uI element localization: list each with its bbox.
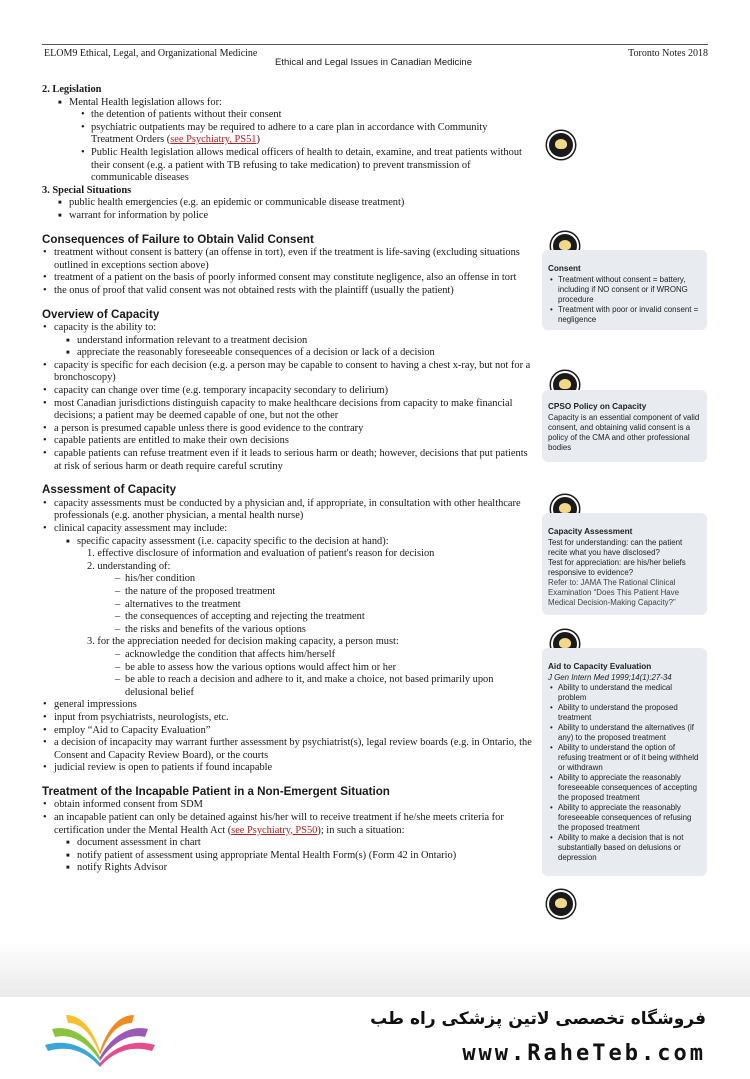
list-item: – alternatives to the treatment [115, 599, 532, 612]
list-item: – the risks and benefits of the various options [115, 624, 532, 637]
list-item: ■ understand information relevant to a treatment decision [66, 335, 532, 348]
aid-capacity-box [542, 648, 707, 876]
running-header [42, 44, 708, 67]
cpso-box-text: Capacity is an essential component of valid consent, and obtaining valid consent is a policy of the CMA and other professional bodies [548, 413, 700, 452]
brain-icon [547, 131, 575, 159]
list-item: • Treatment without consent = battery, including if NO consent or if WRONG procedure [548, 275, 701, 305]
list-item: • employ “Aid to Capacity Evaluation” [42, 725, 532, 738]
list-item: • the onus of proof that valid consent was not obtained rests with the plaintiff (usually the patient) [42, 285, 532, 298]
list-item: – the consequences of accepting and rejecting the treatment [115, 611, 532, 624]
list-item: ■ specific capacity assessment (i.e. capacity specific to the decision at hand): 1. effective disclosure of information and evaluation of patient's reason for decision 2. understanding of: – his/her condition – the nature of the proposed treatment – alternatives to the treatment – the consequences of accepting and rejecting the treatment – the risks and benefits of the various options 3. for the appreciation needed for decision making capacity, a person must: – acknowledge the condition that affects him/herself – be able to assess how the various options would affect him or her – be able to reach a decision and adhere to it, and make a choice, not based primarily upon delusional belief [66, 536, 532, 700]
main-column [42, 84, 532, 875]
consequences-list [42, 247, 532, 297]
cpso-box-title: CPSO Policy on Capacity [548, 402, 647, 411]
consent-box-list [548, 275, 701, 325]
overview-heading: Overview of Capacity [42, 307, 160, 321]
step-1: 1. effective disclosure of information and evaluation of patient's reason for decision [87, 548, 435, 560]
list-item: • Ability to understand the proposed treatment [548, 703, 701, 723]
bottom-fade [0, 940, 750, 1000]
step-2-list [115, 573, 532, 636]
list-item: • Treatment with poor or invalid consent = negligence [548, 305, 701, 325]
list-item: – the nature of the proposed treatment [115, 586, 532, 599]
list-item: • input from psychiatrists, neurologists, etc. [42, 712, 532, 725]
website-address[interactable]: www.RaheTeb.com [462, 1041, 706, 1066]
numbered-steps [87, 548, 532, 699]
list-item: • most Canadian jurisdictions distinguish capacity to make healthcare decisions from capacity to make financial decisions; a patient may be deemed capable of one, but not the other [42, 398, 532, 423]
list-item: – acknowledge the condition that affects him/herself [115, 649, 532, 662]
book-logo-icon [40, 1005, 160, 1071]
overview-list [42, 322, 532, 473]
list-item: – be able to reach a decision and adhere to it, and make a choice, not based primarily upon delusional belief [115, 674, 532, 699]
shop-name: فروشگاه تخصصی لاتین پزشکی راه طب [370, 1009, 706, 1029]
list-item: • judicial review is open to patients if found incapable [42, 762, 532, 775]
list-item: • capable patients can refuse treatment even if it leads to serious harm or death; however, decisions that put patients at risk of serious harm or death require careful scrutiny [42, 448, 532, 473]
psychiatry-ps51-link[interactable]: see Psychiatry, PS51 [170, 134, 257, 146]
list-item: ■ Mental Health legislation allows for: • the detention of patients without their consent • psychiatric outpatients may be required to adhere to a care plan in accordance with Community Treatment Orders (see Psychiatry, PS51) • Public Health legislation allows medical officers of health to detain, examine, and treat patients without their consent (e.g. a patient with TB refusing to take medication) to prevent transmission of communicable diseases [58, 97, 532, 185]
list-item: • a person is presumed capable unless there is good evidence to the contrary [42, 423, 532, 436]
incapable-sublist [66, 837, 532, 875]
assessment-sublist [66, 536, 532, 700]
list-item: • Ability to understand the option of refusing treatment or of it being withheld or withdrawn [548, 743, 701, 773]
list-item: • Public Health legislation allows medical officers of health to detain, examine, and treat patients without their consent (e.g. a patient with TB refusing to take medication) to prevent transmission of communicable diseases [81, 147, 532, 185]
incapable-list [42, 799, 532, 875]
list-item: • psychiatric outpatients may be required to adhere to a care plan in accordance with Community Treatment Orders (see Psychiatry, PS51) [81, 122, 532, 147]
list-item: • capacity is the ability to: ■ understand information relevant to a treatment decision ■ appreciate the reasonably foreseeable consequences of a decision or lack of a decision [42, 322, 532, 360]
list-item: • Ability to make a decision that is not substantially based on delusions or depression [548, 833, 701, 863]
brain-icon [547, 890, 575, 918]
consent-box-title: Consent [548, 264, 581, 273]
consent-box [542, 250, 707, 330]
understanding-test: Test for understanding: can the patient recite what you have disclosed? [548, 538, 683, 557]
header-edition: Toronto Notes 2018 [628, 48, 708, 59]
legislation-heading: 2. Legislation [42, 84, 102, 95]
list-item: • Ability to appreciate the reasonably foreseeable consequences of refusing the proposed treatment [548, 803, 701, 833]
step-3-list [115, 649, 532, 699]
publisher-banner [0, 997, 750, 1079]
list-item: • capacity assessments must be conducted by a physician and, if appropriate, in consultation with other healthcare professionals (e.g. another physician, a mental health nurse) [42, 498, 532, 523]
special-situations-list [58, 197, 532, 222]
list-item: • clinical capacity assessment may include: ■ specific capacity assessment (i.e. capacity specific to the decision at hand): 1. effective disclosure of information and evaluation of patient's reason for decision 2. understanding of: – his/her condition – the nature of the proposed treatment – alternatives to the treatment – the consequences of accepting and rejecting the treatment – the risks and benefits of the various options 3. for the appreciation needed for decision making capacity, a person must: – acknowledge the condition that affects him/herself – be able to assess how the various options would affect him or her – be able to reach a decision and adhere to it, and make a choice, not based primarily upon delusional belief [42, 523, 532, 699]
aid-capacity-title: Aid to Capacity Evaluation [548, 662, 652, 671]
appreciation-test: Test for appreciation: are his/her beliefs responsive to evidence? [548, 558, 686, 577]
list-item: • a decision of incapacity may warrant further assessment by psychiatrist(s), legal review boards (e.g. in Ontario, the Consent and Capacity Review Board), or the courts [42, 737, 532, 762]
psychiatry-ps50-link[interactable]: see Psychiatry, PS50 [231, 824, 318, 836]
step-2: 2. understanding of: [87, 560, 171, 572]
capacity-assessment-box [542, 513, 707, 615]
list-item: • capacity is specific for each decision (e.g. a person may be capable to consent to having a chest x-ray, but not for a bronchoscopy) [42, 360, 532, 385]
step-3: 3. for the appreciation needed for decision making capacity, a person must: [87, 636, 399, 648]
aid-capacity-list [548, 683, 701, 863]
legislation-sublist [81, 109, 532, 185]
header-section: Ethical and Legal Issues in Canadian Medicine [275, 57, 472, 68]
list-item: • an incapable patient can only be detained against his/her will to receive treatment if he/she meets criteria for certification under the Mental Health Act (see Psychiatry, PS50); in such a situation: ■ document assessment in chart ■ notify patient of assessment using appropriate Mental Health Form(s) (Form 42 in Ontario) ■ notify Rights Advisor [42, 812, 532, 875]
list-item: • Ability to appreciate the reasonably foreseeable consequences of accepting the proposed treatment [548, 773, 701, 803]
list-item: • the detention of patients without their consent [81, 109, 532, 122]
list-item: ■ appreciate the reasonably foreseeable consequences of a decision or lack of a decision [66, 347, 532, 360]
list-item: – be able to assess how the various options would affect him or her [115, 662, 532, 675]
list-item: • capacity can change over time (e.g. temporary incapacity secondary to delirium) [42, 385, 532, 398]
list-item: ■ public health emergencies (e.g. an epidemic or communicable disease treatment) [58, 197, 532, 210]
reference: Refer to: JAMA The Rational Clinical Examination “Does This Patient Have Medical Decision-Making Capacity?” [548, 578, 679, 607]
list-item: ■ notify Rights Advisor [66, 862, 532, 875]
special-situations-heading: 3. Special Situations [42, 184, 132, 196]
list-item: • capable patients are entitled to make their own decisions [42, 435, 532, 448]
overview-sublist [66, 335, 532, 360]
list-item: ■ document assessment in chart [66, 837, 532, 850]
list-item: • treatment without consent is battery (an offense in tort), even if the treatment is life-saving (excluding situations outlined in exceptions section above) [42, 247, 532, 272]
assessment-heading: Assessment of Capacity [42, 483, 177, 497]
list-item: – his/her condition [115, 573, 532, 586]
list-item: ■ warrant for information by police [58, 210, 532, 223]
consequences-heading: Consequences of Failure to Obtain Valid Consent [42, 232, 314, 246]
cpso-box [542, 390, 707, 462]
list-item: • Ability to understand the alternatives (if any) to the proposed treatment [548, 723, 701, 743]
capacity-assessment-title: Capacity Assessment [548, 527, 633, 536]
list-item: ■ notify patient of assessment using appropriate Mental Health Form(s) (Form 42 in Ontario) [66, 850, 532, 863]
aid-capacity-citation: J Gen Intern Med 1999;14(1):27-34 [548, 673, 672, 682]
list-item: • obtain informed consent from SDM [42, 799, 532, 812]
assessment-list [42, 498, 532, 775]
header-chapter: ELOM9 Ethical, Legal, and Organizational Medicine [44, 48, 258, 59]
incapable-heading: Treatment of the Incapable Patient in a Non-Emergent Situation [42, 784, 390, 798]
list-item: • Ability to understand the medical problem [548, 683, 701, 703]
list-item: • general impressions [42, 699, 532, 712]
list-item: • treatment of a patient on the basis of poorly informed consent may constitute negligence, also an offense in tort [42, 272, 532, 285]
legislation-list [58, 97, 532, 185]
